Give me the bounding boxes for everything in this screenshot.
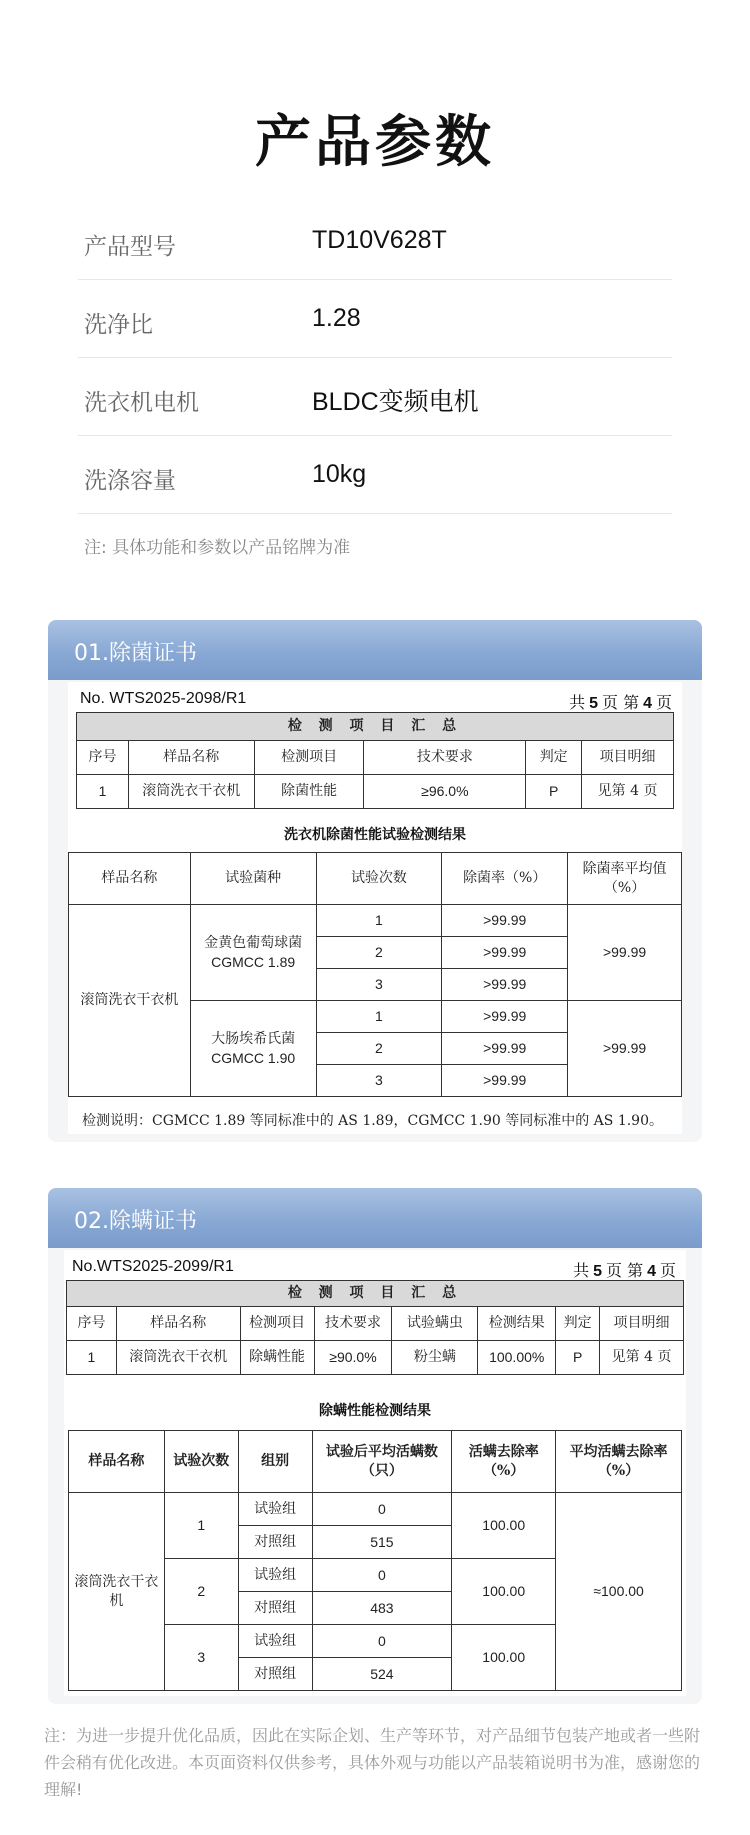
summary-cell: 见第 4 页 <box>582 775 674 809</box>
mite-count: 0 <box>312 1559 452 1592</box>
page-info-text: 页 第 <box>601 693 640 712</box>
removal-rate: >99.99 <box>442 1001 568 1033</box>
group-label: 对照组 <box>238 1592 312 1625</box>
strain-code: CGMCC 1.89 <box>211 953 296 970</box>
spec-label: 产品型号 <box>84 234 176 260</box>
mite-count: 0 <box>312 1625 452 1658</box>
summary-header: 检测结果 <box>478 1307 556 1341</box>
summary-header: 样品名称 <box>116 1307 240 1341</box>
strain-name: 金黄色葡萄球菌 <box>204 934 303 951</box>
spec-value: BLDC变频电机 <box>312 388 479 416</box>
result-header: 试验菌种 <box>190 853 316 905</box>
average-rate: >99.99 <box>568 1001 682 1097</box>
page-info-text: 共 <box>573 1261 590 1280</box>
removal-rate: >99.99 <box>442 1033 568 1065</box>
page-current: 4 <box>647 1263 656 1280</box>
average-removal-rate: ≈100.00 <box>556 1493 682 1691</box>
page-info-text: 页 <box>655 693 672 712</box>
spec-row-capacity <box>78 436 672 514</box>
result-header: 试验次数 <box>164 1431 238 1493</box>
strain <box>190 905 316 1001</box>
summary-header: 序号 <box>77 741 129 775</box>
group-label: 试验组 <box>238 1559 312 1592</box>
summary-cell: 粉尘螨 <box>392 1341 478 1375</box>
summary-cell: ≥90.0% <box>314 1341 392 1375</box>
page-total: 5 <box>593 1263 602 1280</box>
summary-cell: 1 <box>67 1341 117 1375</box>
run-number: 3 <box>316 969 442 1001</box>
test-footnote: 检测说明：CGMCC 1.89 等同标准中的 AS 1.89，CGMCC 1.90 等同标准中的 AS 1.90。 <box>82 1113 663 1129</box>
result-table <box>68 1430 682 1691</box>
page-info-text: 共 <box>569 693 586 712</box>
cert-antibacterial <box>48 620 702 1142</box>
summary-header: 检测项目 <box>240 1307 314 1341</box>
summary-cell: 滚筒洗衣干衣机 <box>116 1341 240 1375</box>
summary-cell: 100.00% <box>478 1341 556 1375</box>
result-caption: 除螨性能检测结果 <box>319 1403 431 1419</box>
spec-label: 洗涤容量 <box>84 468 176 494</box>
summary-header: 项目明细 <box>600 1307 684 1341</box>
result-table <box>68 852 682 1097</box>
summary-header: 判定 <box>526 741 582 775</box>
summary-cell: ≥96.0% <box>364 775 526 809</box>
strain-name: 大肠埃希氏菌 <box>211 1030 296 1047</box>
strain-code: CGMCC 1.90 <box>211 1049 296 1066</box>
spec-value: TD10V628T <box>312 226 447 254</box>
summary-header: 技术要求 <box>364 741 526 775</box>
sample-name: 滚筒洗衣干衣机 <box>69 905 191 1097</box>
trial-number: 2 <box>164 1559 238 1625</box>
certificate-document <box>68 682 682 1134</box>
summary-header: 序号 <box>67 1307 117 1341</box>
summary-table <box>76 712 674 809</box>
mite-count: 524 <box>312 1658 452 1691</box>
removal-rate: >99.99 <box>442 937 568 969</box>
removal-rate: 100.00 <box>452 1625 556 1691</box>
page-title: 产品参数 <box>255 110 495 175</box>
run-number: 1 <box>316 905 442 937</box>
summary-cell: 1 <box>77 775 129 809</box>
result-header: 样品名称 <box>69 1431 165 1493</box>
cert-header-title: 01.除菌证书 <box>74 641 197 666</box>
result-header: 活螨去除率（%） <box>452 1431 556 1493</box>
spec-label: 洗净比 <box>84 312 153 338</box>
run-number: 2 <box>316 1033 442 1065</box>
result-header: 除菌率（%） <box>442 853 568 905</box>
summary-cell: 滚筒洗衣干衣机 <box>128 775 254 809</box>
summary-table <box>66 1280 684 1375</box>
page-info-text: 页 第 <box>605 1261 644 1280</box>
page-info-text: 页 <box>659 1261 676 1280</box>
group-label: 对照组 <box>238 1658 312 1691</box>
summary-header: 项目明细 <box>582 741 674 775</box>
trial-number: 1 <box>164 1493 238 1559</box>
summary-header: 技术要求 <box>314 1307 392 1341</box>
page-info <box>569 690 672 713</box>
summary-cell: 除菌性能 <box>254 775 364 809</box>
removal-rate: >99.99 <box>442 1065 568 1097</box>
summary-header: 样品名称 <box>128 741 254 775</box>
spec-label: 洗衣机电机 <box>84 390 199 416</box>
removal-rate: >99.99 <box>442 905 568 937</box>
result-header: 除菌率平均值（%） <box>568 853 682 905</box>
summary-cell: P <box>556 1341 600 1375</box>
page-total: 5 <box>589 695 598 712</box>
trial-number: 3 <box>164 1625 238 1691</box>
mite-count: 0 <box>312 1493 452 1526</box>
group-label: 对照组 <box>238 1526 312 1559</box>
result-header: 组别 <box>238 1431 312 1493</box>
summary-header: 检测项目 <box>254 741 364 775</box>
sample-name: 滚筒洗衣干衣机 <box>69 1493 165 1691</box>
run-number: 2 <box>316 937 442 969</box>
mite-count: 483 <box>312 1592 452 1625</box>
disclaimer-note: 注：为进一步提升优化品质，因此在实际企划、生产等环节，对产品细节包装产地或者一些附件会稍有优化改进。本页面资料仅供参考，具体外观与功能以产品装箱说明书为准，感谢您的理解! <box>44 1726 701 1799</box>
run-number: 1 <box>316 1001 442 1033</box>
spec-row-model <box>78 202 672 280</box>
summary-cell: P <box>526 775 582 809</box>
removal-rate: >99.99 <box>442 969 568 1001</box>
summary-header: 试验螨虫 <box>392 1307 478 1341</box>
doc-number: No.WTS2025-2099/R1 <box>72 1258 234 1275</box>
result-header: 试验后平均活螨数（只） <box>312 1431 452 1493</box>
summary-title: 检 测 项 目 汇 总 <box>77 713 674 741</box>
run-number: 3 <box>316 1065 442 1097</box>
result-header: 试验次数 <box>316 853 442 905</box>
spec-note: 注: 具体功能和参数以产品铭牌为准 <box>84 538 351 558</box>
page-info <box>573 1258 676 1281</box>
page-current: 4 <box>643 695 652 712</box>
cert-header-title: 02.除螨证书 <box>74 1209 197 1234</box>
summary-cell: 见第 4 页 <box>600 1341 684 1375</box>
cert-header <box>48 1188 702 1248</box>
group-label: 试验组 <box>238 1625 312 1658</box>
cert-header <box>48 620 702 680</box>
mite-count: 515 <box>312 1526 452 1559</box>
group-label: 试验组 <box>238 1493 312 1526</box>
certificate-document <box>64 1250 686 1696</box>
summary-header: 判定 <box>556 1307 600 1341</box>
result-caption: 洗衣机除菌性能试验检测结果 <box>284 827 466 843</box>
cert-anti-mite <box>48 1188 702 1704</box>
spec-value: 10kg <box>312 460 367 488</box>
removal-rate: 100.00 <box>452 1493 556 1559</box>
doc-number: No. WTS2025-2098/R1 <box>80 690 247 707</box>
removal-rate: 100.00 <box>452 1559 556 1625</box>
result-header: 样品名称 <box>69 853 191 905</box>
spec-row-wash-ratio <box>78 280 672 358</box>
strain <box>190 1001 316 1097</box>
summary-cell: 除螨性能 <box>240 1341 314 1375</box>
result-header: 平均活螨去除率（%） <box>556 1431 682 1493</box>
summary-title: 检 测 项 目 汇 总 <box>67 1281 684 1307</box>
spec-value: 1.28 <box>312 304 361 332</box>
average-rate: >99.99 <box>568 905 682 1001</box>
spec-row-motor <box>78 358 672 436</box>
